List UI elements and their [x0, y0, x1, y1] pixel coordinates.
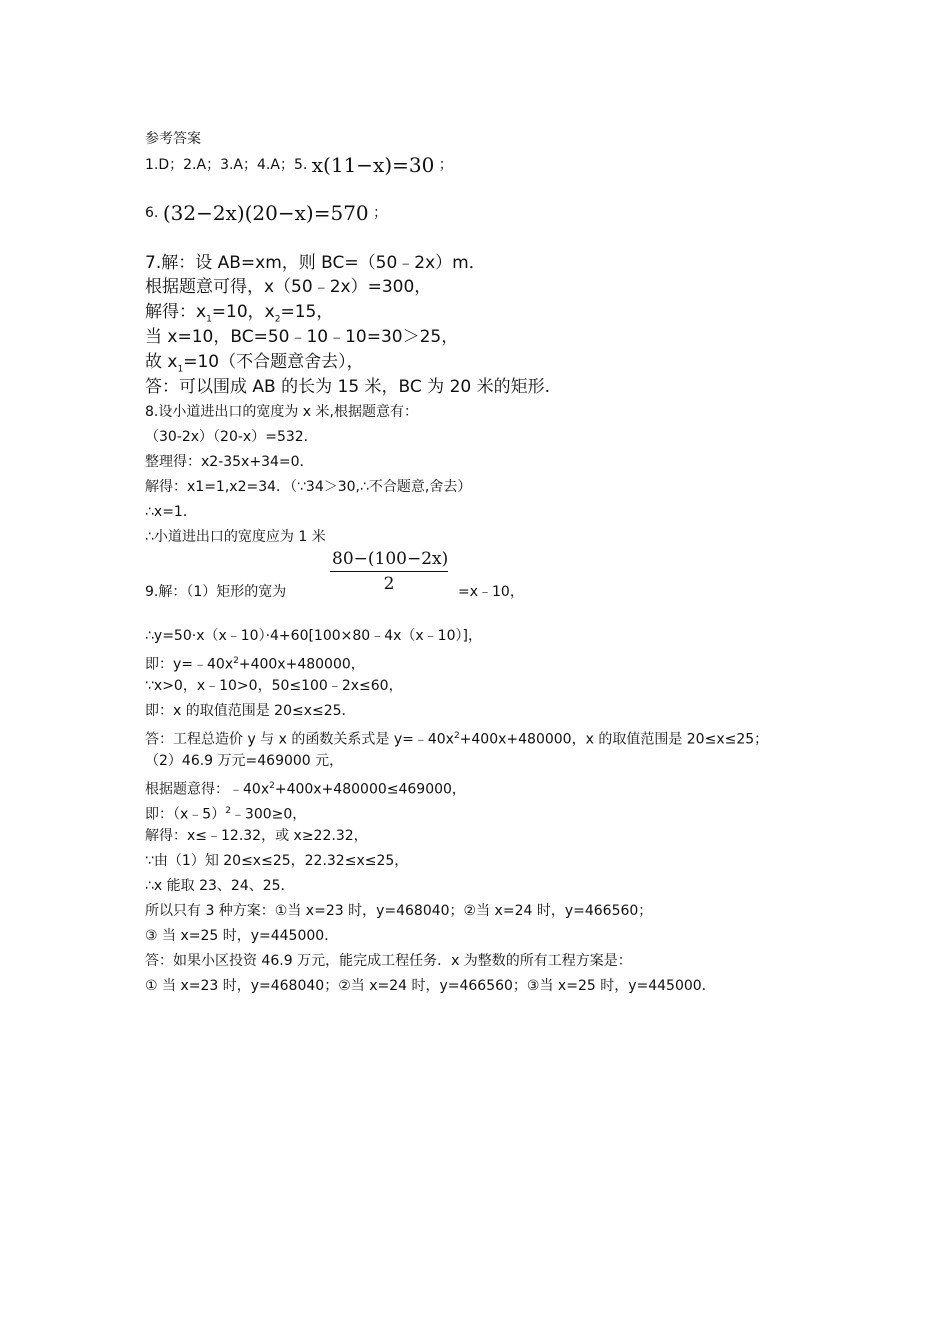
q9-line-3: ∵x>0，x﹣10>0，50≤100﹣2x≤60， [145, 678, 403, 694]
answers-1-to-5-text: 1.D；2.A；3.A；4.A；5. [145, 157, 308, 173]
q7-line-5b: =10（不合题意舍去）， [183, 352, 364, 372]
q9-superscript-1: 2 [233, 656, 239, 666]
q9-superscript-2: 2 [453, 731, 460, 741]
q9-line-7a: 根据题意得：﹣40x [145, 781, 270, 798]
q9-line-7 [145, 776, 466, 800]
q9-line-14: 答：如果小区投资 46.9 万元，能完成工程任务．x 为整数的所有工程方案是： [145, 953, 632, 969]
q9-line-8a: 即：（x﹣5） [145, 806, 226, 823]
q9-intro: 9.解：（1）矩形的宽为 [145, 584, 287, 600]
q8-line-5: ∴x=1． [145, 504, 197, 520]
q9-line-5 [145, 726, 768, 750]
q9-line-4: 即：x 的取值范围是 20≤x≤25． [145, 703, 356, 719]
q7-subscript-1: 1 [206, 314, 212, 325]
q9-after-fraction: =x﹣10， [458, 584, 524, 600]
equation-q5: x(11−x)=30 [311, 153, 435, 177]
q9-line-5b: +400x+480000，x 的取值范围是 20≤x≤25； [459, 731, 769, 748]
q8-line-1: 8.设小道进出口的宽度为 x 米,根据题意有： [145, 404, 418, 420]
q7-line-4: 当 x=10，BC=50﹣10﹣10=30＞25， [145, 327, 459, 347]
q7-line-5a: 故 x [145, 352, 178, 372]
answer-6-suffix: ； [373, 205, 388, 221]
q7-line-1: 7.解：设 AB=xm，则 BC=（50﹣2x）m． [145, 253, 486, 273]
q9-line-11: ∴x 能取 23、24、25． [145, 878, 295, 894]
q9-line-7b: +400x+480000≤469000， [274, 781, 466, 798]
answer-heading: 参考答案 [145, 131, 201, 147]
q8-line-3: 整理得：x2-35x+34=0． [145, 454, 314, 470]
q7-line-3b: =10，x [211, 302, 275, 322]
q9-line-12: 所以只有 3 种方案：①当 x=23 时，y=468040；②当 x=24 时，y=466560； [145, 903, 653, 919]
fraction-denominator: 2 [383, 574, 395, 594]
q9-line-2a: 即：y=﹣40x [145, 656, 234, 673]
q8-line-4: 解得：x1=1,x2=34．（∵34＞30,∴不合题意,舍去） [145, 479, 472, 495]
q9-line-8b: ﹣300≥0， [230, 806, 307, 823]
q9-line-9: 解得：x≤﹣12.32，或 x≥22.32， [145, 828, 368, 844]
q7-subscript-3: 1 [177, 364, 184, 375]
q9-line-5a: 答：工程总造价 y 与 x 的函数关系式是 y=﹣40x [145, 731, 454, 748]
q7-line-2: 根据题意可得，x（50﹣2x）=300， [145, 277, 432, 297]
width-fraction [330, 549, 448, 594]
q9-line-6: （2）46.9 万元=469000 元， [145, 753, 344, 769]
q9-superscript-4: 2 [225, 806, 231, 816]
q9-line-2 [145, 651, 365, 675]
q7-line-3a: 解得：x [145, 302, 207, 322]
q9-line-1: ∴y=50·x（x﹣10）·4+60[100×80﹣4x（x﹣10）]， [145, 628, 482, 644]
q7-line-3c: =15， [280, 302, 334, 322]
q9-line-13: ③ 当 x=25 时，y=445000． [145, 928, 339, 944]
q7-line-6: 答：可以围成 AB 的长为 15 米，BC 为 20 米的矩形. [145, 377, 551, 397]
q9-line-8 [145, 801, 306, 825]
q8-line-2: （30-2x）（20-x）=532． [145, 429, 318, 445]
q7-subscript-2: 2 [274, 314, 281, 325]
answer-6 [145, 200, 387, 226]
q8-line-6: ∴小道进出口的宽度应为 1 米 [145, 529, 326, 545]
answer-6-label: 6. [145, 205, 159, 221]
q9-line-2b: +400x+480000， [238, 656, 365, 673]
fraction-numerator: 80−(100−2x) [330, 549, 448, 572]
answers-1-to-5-suffix: ； [438, 157, 453, 173]
q9-line-10: ∵由（1）知 20≤x≤25，22.32≤x≤25， [145, 853, 409, 869]
answers-1-to-5 [145, 152, 453, 178]
q9-line-15: ① 当 x=23 时，y=468040；②当 x=24 时，y=466560；③当 x=25 时，y=445000． [145, 978, 716, 994]
q9-superscript-3: 2 [269, 781, 275, 791]
equation-q6: (32−2x)(20−x)=570 [162, 201, 369, 225]
